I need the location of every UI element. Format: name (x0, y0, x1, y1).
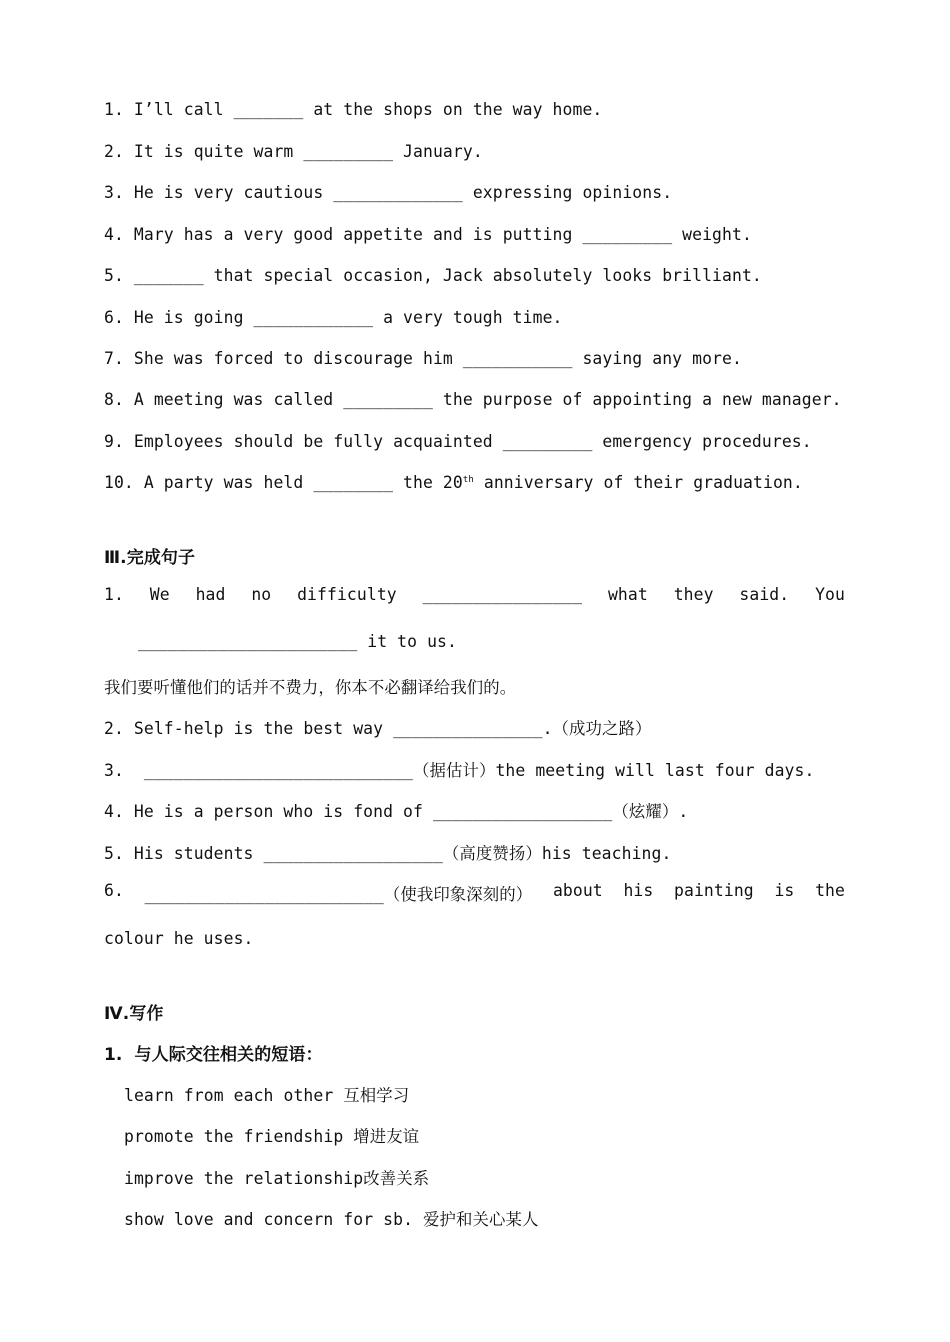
exercise-item-10 (104, 473, 803, 492)
word: You (815, 585, 845, 604)
phrases-subheading: 1. 与人际交往相关的短语： (104, 1045, 323, 1065)
word: about (552, 881, 603, 900)
word: is (774, 881, 795, 900)
item-10-text: 10. A party was held ________ the 20 (104, 473, 463, 492)
sentence-item-1-line-2: ______________________ it to us. (138, 632, 457, 651)
exercise-item-3: 3. He is very cautious _____________ expressing opinions. (104, 183, 673, 202)
exercise-item-7: 7. She was forced to discourage him ___________ saying any more. (104, 349, 742, 368)
exercise-item-6: 6. He is going ____________ a very tough time. (104, 308, 563, 327)
sentence-item-4: 4. He is a person who is fond of __________________（炫耀）. (104, 802, 689, 821)
word: what (607, 585, 648, 604)
sentence-item-1 (104, 585, 845, 604)
phrase-item: improve the relationship改善关系 (124, 1169, 430, 1188)
exercise-item-5: 5. _______ that special occasion, Jack absolutely looks brilliant. (104, 266, 762, 285)
word: they (673, 585, 714, 604)
word: had (195, 585, 226, 604)
section-4-heading: Ⅳ.写作 (104, 1004, 164, 1024)
item-10-text-end: anniversary of their graduation. (473, 473, 803, 492)
word: no (251, 585, 272, 604)
sentence-item-6 (104, 881, 845, 905)
exercise-item-9: 9. Employees should be fully acquainted _________ emergency procedures. (104, 432, 812, 451)
word: 6. (104, 881, 124, 900)
section-3-heading: Ⅲ.完成句子 (104, 548, 196, 568)
word: said. (739, 585, 790, 604)
answer-blank: ________________________（使我印象深刻的） (144, 885, 533, 904)
answer-blank: ________________ (422, 585, 583, 604)
sentence-item-1-translation: 我们要听懂他们的话并不费力，你本不必翻译给我们的。 (104, 678, 517, 697)
exercise-item-4: 4. Mary has a very good appetite and is putting _________ weight. (104, 225, 752, 244)
word: 1. (104, 585, 124, 604)
superscript-th: th (462, 475, 474, 485)
exercise-item-2: 2. It is quite warm _________ January. (104, 142, 483, 161)
phrase-item: promote the friendship 增进友谊 (124, 1127, 420, 1146)
phrase-item: learn from each other 互相学习 (124, 1086, 410, 1105)
exercise-item-8: 8. A meeting was called _________ the purpose of appointing a new manager. (104, 390, 842, 409)
sentence-item-5: 5. His students __________________（高度赞扬）his teaching. (104, 844, 672, 863)
sentence-item-2: 2. Self-help is the best way _______________.（成功之路） (104, 719, 652, 738)
phrase-item: show love and concern for sb. 爱护和关心某人 (124, 1210, 539, 1229)
exercise-item-1: 1. I’ll call _______ at the shops on the way home. (104, 100, 603, 119)
sentence-item-3: 3. ___________________________（据估计）the meeting will last four days. (104, 761, 815, 780)
word: the (815, 881, 845, 900)
sentence-item-6-line-2: colour he uses. (104, 929, 254, 948)
word: difficulty (297, 585, 397, 604)
word: painting (674, 881, 754, 900)
word: his (623, 881, 654, 900)
word: We (149, 585, 170, 604)
